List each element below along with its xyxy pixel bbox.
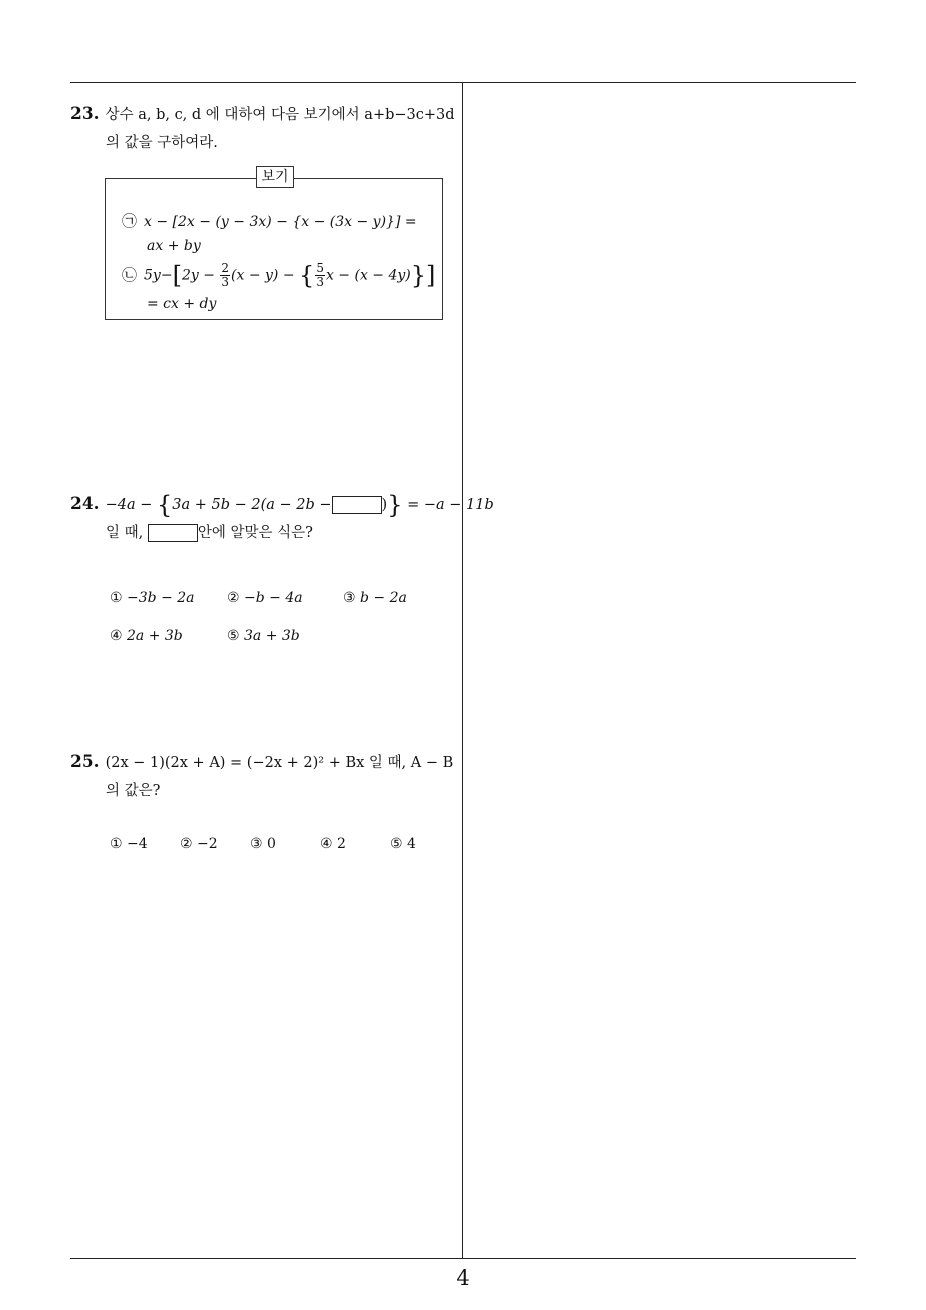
choice-mark: ④ xyxy=(110,628,123,644)
bogi-item1-expr: x − [2x − (y − 3x) − {x − (3x − y)}] = xyxy=(144,214,417,230)
q23-text-line1: 상수 a, b, c, d 에 대하여 다음 보기에서 a+b−3c+3d xyxy=(105,107,455,123)
q24-number: 24. xyxy=(70,494,100,514)
choice-text: 0 xyxy=(267,836,276,852)
choice-mark: ④ xyxy=(320,836,333,852)
q24-expr-d: = −a − 11b xyxy=(407,497,494,513)
frac1-den: 3 xyxy=(221,275,230,289)
q24-left-brace: { xyxy=(156,491,173,519)
frac2-num: 5 xyxy=(316,261,324,275)
choice-text: −b − 4a xyxy=(244,590,303,606)
bogi-item2-b: 2y − xyxy=(181,267,215,284)
q24-line1 xyxy=(70,490,494,519)
frac2-den: 3 xyxy=(316,275,324,289)
question-24 xyxy=(70,490,494,547)
left-bracket: [ xyxy=(172,261,182,290)
choice-text: −3b − 2a xyxy=(127,590,195,606)
q25-text-line1: (2x − 1)(2x + A) = (−2x + 2)² + Bx 일 때, A − B xyxy=(105,755,454,771)
bottom-rule xyxy=(70,1258,856,1259)
q25-choice-2[interactable] xyxy=(180,836,218,852)
question-25 xyxy=(70,748,458,805)
q24-line2 xyxy=(70,519,458,547)
bogi-item2-c: (x − y) − xyxy=(231,267,295,284)
q25-choice-1[interactable] xyxy=(110,836,148,852)
q24-text-b: 안에 알맞은 식은? xyxy=(197,525,313,541)
choice-text: 2 xyxy=(337,836,346,852)
choice-mark: ⑤ xyxy=(390,836,403,852)
q23-line1 xyxy=(70,100,458,129)
bogi-item2-line1 xyxy=(122,262,435,289)
q24-choice-2[interactable] xyxy=(227,590,303,606)
page-number: 4 xyxy=(456,1266,470,1290)
q24-text-a: 일 때, xyxy=(106,525,144,541)
bogi-item1-line1 xyxy=(122,210,417,231)
q23-text-line2: 의 값을 구하여라. xyxy=(106,135,218,151)
q25-choice-5[interactable] xyxy=(390,836,416,852)
choice-mark: ③ xyxy=(250,836,263,852)
choice-mark: ① xyxy=(110,836,123,852)
bogi-title: 보기 xyxy=(256,166,294,188)
q24-choice-3[interactable] xyxy=(343,590,407,606)
choice-text: −4 xyxy=(127,836,148,852)
bogi-item2-d: x − (x − 4y) xyxy=(325,267,411,284)
choice-mark: ① xyxy=(110,590,123,606)
frac1-num: 2 xyxy=(221,261,230,275)
bogi-item2-line2: = cx + dy xyxy=(147,296,217,312)
q24-choice-4[interactable] xyxy=(110,628,183,644)
choice-mark: ⑤ xyxy=(227,628,240,644)
column-divider xyxy=(462,82,463,1259)
q24-right-brace: } xyxy=(387,491,403,519)
q25-line1 xyxy=(70,748,458,777)
choice-text: 4 xyxy=(407,836,416,852)
choice-mark: ② xyxy=(180,836,193,852)
q24-expr-a: −4a − xyxy=(105,497,153,513)
q25-choice-3[interactable] xyxy=(250,836,276,852)
frac-five-thirds xyxy=(315,262,325,289)
answer-blank-box-ref xyxy=(148,524,198,542)
bogi-item2-mark: ㉡ xyxy=(122,265,138,284)
right-bracket: ] xyxy=(426,261,436,290)
bogi-item2-a: 5y− xyxy=(144,267,173,284)
choice-mark: ② xyxy=(227,590,240,606)
q24-expr-c: ) xyxy=(381,497,388,513)
left-brace: { xyxy=(299,261,315,290)
choice-mark: ③ xyxy=(343,590,356,606)
bogi-item1-mark: ㉠ xyxy=(122,212,138,230)
choice-text: 3a + 3b xyxy=(244,628,300,644)
q24-expr-b: 3a + 5b − 2(a − 2b − xyxy=(172,497,332,513)
q23-number: 23. xyxy=(70,104,100,124)
answer-blank-box xyxy=(332,496,382,514)
choice-text: b − 2a xyxy=(360,590,407,606)
q25-text-line2: 의 값은? xyxy=(106,783,161,799)
q24-choice-1[interactable] xyxy=(110,590,195,606)
bogi-item1-line2: ax + by xyxy=(147,238,201,254)
q25-choice-4[interactable] xyxy=(320,836,346,852)
choice-text: 2a + 3b xyxy=(127,628,183,644)
q24-choice-5[interactable] xyxy=(227,628,300,644)
question-23 xyxy=(70,100,458,157)
top-rule xyxy=(70,82,856,83)
q25-number: 25. xyxy=(70,752,100,772)
choice-text: −2 xyxy=(197,836,218,852)
frac-two-thirds xyxy=(220,262,230,289)
right-brace: } xyxy=(410,261,427,290)
